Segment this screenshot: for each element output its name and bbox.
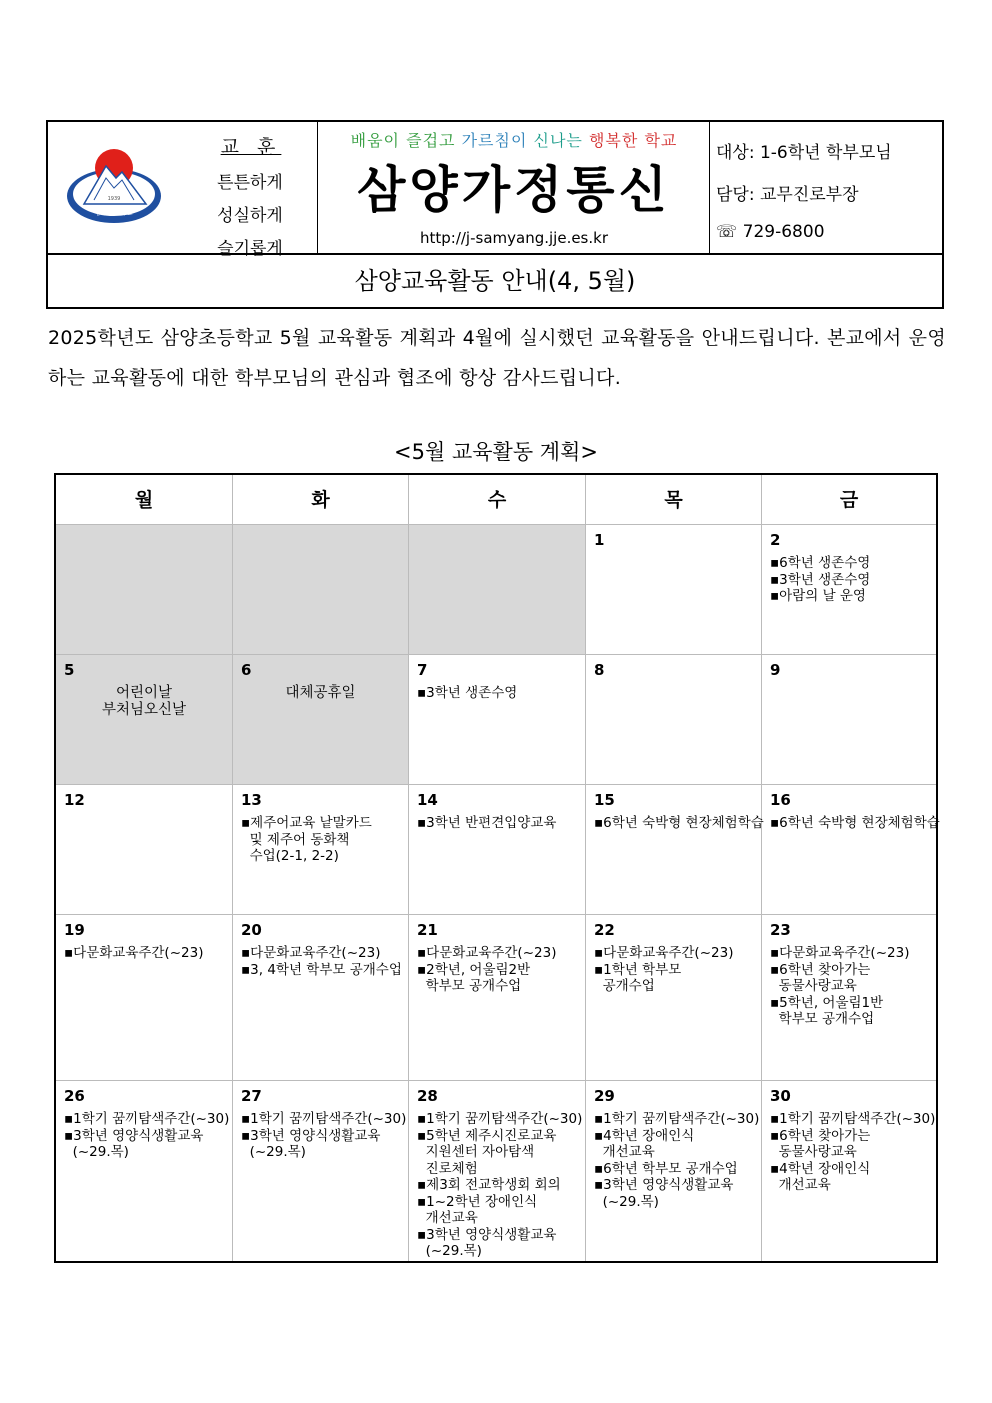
holiday-name: 부처님오신날 [101, 702, 187, 718]
event-item: ▪3학년 생존수영 [417, 685, 518, 701]
header-top-row [48, 122, 942, 259]
calendar-day-cell [56, 525, 233, 655]
event-list [64, 1111, 228, 1161]
holiday-name: 대체공휴일 [285, 685, 356, 701]
event-item: (~29.목) [417, 1243, 482, 1259]
weekday-header: 목 [586, 475, 762, 525]
title-cell [318, 122, 710, 253]
intro-paragraph: 2025학년도 삼양초등학교 5월 교육활동 계획과 4월에 실시했던 교육활동을 안내드립니다. 본교에서 운영하는 교육활동에 대한 학부모님의 관심과 협조에 항상 감사드립니다. [48, 327, 946, 389]
day-number: 26 [64, 1087, 85, 1105]
day-number: 2 [770, 531, 781, 549]
day-number: 30 [770, 1087, 791, 1105]
day-number: 9 [770, 661, 781, 679]
motto-cell [48, 122, 318, 259]
calendar-day-cell [762, 785, 940, 915]
event-list [594, 1111, 760, 1210]
day-number: 20 [241, 921, 262, 939]
event-item: 개선교육 [594, 1144, 655, 1160]
motto-item: 튼튼하게 [217, 173, 283, 193]
event-item: ▪1학기 꿈끼탐색주간(~30) [241, 1111, 407, 1127]
event-item: ▪4학년 장애인식 [594, 1127, 695, 1144]
slogan-word: 학교 [644, 131, 678, 150]
calendar-day-cell [762, 655, 936, 785]
event-item: 개선교육 [770, 1177, 831, 1193]
calendar-day-cell [233, 655, 409, 785]
day-number: 29 [594, 1087, 615, 1105]
event-item: ▪아람의 날 운영 [770, 588, 866, 604]
monthly-calendar [54, 473, 938, 1263]
calendar-day-cell [586, 785, 762, 915]
event-list [417, 945, 581, 995]
calendar-day-cell [409, 915, 586, 1081]
calendar-day-cell [586, 655, 762, 785]
event-item: ▪3학년 영양식생활교육 [417, 1226, 557, 1243]
event-item: ▪5학년 제주시진로교육 [417, 1127, 557, 1144]
event-item: 개선교육 [417, 1210, 478, 1226]
event-list [241, 1111, 407, 1161]
event-item: 공개수업 [594, 978, 655, 994]
event-item: 진로체험 [417, 1160, 478, 1177]
school-slogan [318, 128, 710, 151]
day-number: 14 [417, 791, 438, 809]
day-number: 19 [64, 921, 85, 939]
newsletter-title: 삼양가정통신 [357, 161, 671, 219]
calendar-day-cell [233, 915, 409, 1081]
event-item: ▪5학년, 어울림1반 [770, 994, 884, 1011]
event-item: ▪2학년, 어울림2반 [417, 961, 531, 978]
event-item: ▪1학기 꿈끼탐색주간(~30) [64, 1111, 230, 1127]
event-item: 동물사랑교육 [770, 1144, 857, 1160]
event-list [770, 945, 932, 1028]
event-item: 학부모 공개수업 [417, 978, 522, 994]
event-item: ▪제3회 전교학생회 회의 [417, 1177, 561, 1193]
target-audience: 대상: 1-6학년 학부모님 [716, 143, 892, 163]
event-list [770, 555, 932, 605]
calendar-day-cell [409, 785, 586, 915]
event-item: ▪3학년 영양식생활교육 [594, 1177, 734, 1193]
calendar-day-cell [409, 1081, 586, 1261]
day-number: 5 [64, 661, 75, 679]
calendar-day-cell [56, 785, 233, 915]
calendar-day-cell [233, 525, 409, 655]
calendar-day-cell [409, 525, 586, 655]
calendar-day-cell [586, 915, 762, 1081]
event-item: ▪3학년 영양식생활교육 [64, 1127, 204, 1144]
day-number: 16 [770, 791, 791, 809]
event-list [241, 815, 404, 865]
calendar-day-cell [762, 915, 936, 1081]
event-item: 및 제주어 동화책 [241, 831, 350, 848]
event-list [64, 945, 228, 962]
event-item: ▪다문화교육주간(~23) [241, 945, 381, 961]
weekday-header: 수 [409, 475, 586, 525]
calendar-day-cell [409, 655, 586, 785]
day-number: 6 [241, 661, 252, 679]
school-logo-icon [64, 148, 164, 228]
phone-number: ☏ 729-6800 [716, 222, 825, 242]
motto-item: 슬기롭게 [217, 239, 283, 259]
event-item: ▪4학년 장애인식 [770, 1160, 871, 1177]
event-list [241, 945, 404, 978]
motto-title: 교 훈 [220, 136, 282, 158]
day-number: 12 [64, 791, 85, 809]
event-item: ▪다문화교육주간(~23) [417, 945, 557, 961]
event-item: ▪6학년 찾아가는 [770, 961, 871, 978]
info-cell [710, 122, 942, 253]
slogan-word: 가르침이 [461, 131, 528, 150]
event-list [417, 815, 581, 832]
calendar-day-cell [233, 785, 409, 915]
day-number: 7 [417, 661, 428, 679]
slogan-word: 즐겁고 [406, 131, 456, 150]
event-item: ▪6학년 숙박형 현장체험학습 [770, 815, 940, 831]
event-item: 지원센터 자아탐색 [417, 1144, 535, 1160]
calendar-day-cell [56, 655, 233, 785]
event-list [417, 685, 581, 702]
event-item: ▪1학기 꿈끼탐색주간(~30) [594, 1111, 760, 1127]
logo-year: 1939 [107, 196, 121, 202]
event-list [770, 815, 940, 832]
weekday-header: 월 [56, 475, 233, 525]
motto-item: 성실하게 [217, 206, 283, 226]
event-item: (~29.목) [241, 1144, 306, 1160]
event-item: ▪1학기 꿈끼탐색주간(~30) [417, 1111, 583, 1127]
event-item: ▪6학년 숙박형 현장체험학습 [594, 815, 764, 831]
event-item: ▪다문화교육주간(~23) [594, 945, 734, 961]
day-number: 28 [417, 1087, 438, 1105]
manager: 담당: 교무진로부장 [716, 185, 859, 205]
event-item: 동물사랑교육 [770, 978, 857, 994]
event-item: ▪6학년 학부모 공개수업 [594, 1160, 738, 1177]
holiday-label [56, 685, 232, 719]
event-list [594, 945, 757, 995]
calendar-day-cell [56, 915, 233, 1081]
holiday-label [233, 685, 408, 702]
day-number: 22 [594, 921, 615, 939]
event-item: ▪3학년 생존수영 [770, 571, 871, 588]
day-number: 21 [417, 921, 438, 939]
event-item: ▪3학년 반편견입양교육 [417, 815, 557, 831]
event-item: ▪3, 4학년 학부모 공개수업 [241, 961, 402, 978]
day-number: 27 [241, 1087, 262, 1105]
slogan-word: 행복한 [588, 131, 639, 150]
event-item: 수업(2-1, 2-2) [241, 848, 339, 864]
school-url[interactable]: http://j-samyang.jje.es.kr [419, 229, 608, 247]
calendar-day-cell [233, 1081, 409, 1261]
event-item: ▪제주어교육 낱말카드 [241, 815, 372, 831]
newsletter-header [46, 120, 944, 309]
calendar-day-cell [762, 525, 936, 655]
event-item: (~29.목) [64, 1144, 129, 1160]
logo-school-name: 삼 양 초 등 학 교 [95, 211, 133, 217]
holiday-name: 어린이날 [115, 685, 173, 701]
slogan-word: 신나는 [533, 131, 583, 150]
event-list [594, 815, 764, 832]
event-item: ▪1학년 학부모 [594, 961, 682, 978]
weekday-header: 화 [233, 475, 409, 525]
event-item: (~29.목) [594, 1193, 659, 1210]
slogan-word: 배움이 [350, 131, 401, 150]
event-item: ▪다문화교육주간(~23) [770, 945, 910, 961]
event-item: 학부모 공개수업 [770, 1011, 875, 1027]
event-item: ▪6학년 찾아가는 [770, 1127, 871, 1144]
calendar-day-cell [762, 1081, 936, 1261]
event-item: ▪3학년 영양식생활교육 [241, 1127, 381, 1144]
event-list [770, 1111, 936, 1194]
calendar-day-cell [586, 525, 762, 655]
day-number: 15 [594, 791, 615, 809]
event-item: ▪6학년 생존수영 [770, 555, 871, 571]
event-item: ▪1~2학년 장애인식 [417, 1193, 538, 1210]
day-number: 13 [241, 791, 262, 809]
event-item: ▪다문화교육주간(~23) [64, 945, 204, 961]
calendar-title: <5월 교육활동 계획> [394, 440, 598, 464]
day-number: 1 [594, 531, 605, 549]
day-number: 8 [594, 661, 605, 679]
weekday-header: 금 [762, 475, 936, 525]
day-number: 23 [770, 921, 791, 939]
calendar-day-cell [56, 1081, 233, 1261]
event-list [417, 1111, 581, 1260]
event-item: ▪1학기 꿈끼탐색주간(~30) [770, 1111, 936, 1127]
calendar-day-cell [586, 1081, 762, 1261]
newsletter-subtitle: 삼양교육활동 안내(4, 5월) [354, 267, 636, 295]
